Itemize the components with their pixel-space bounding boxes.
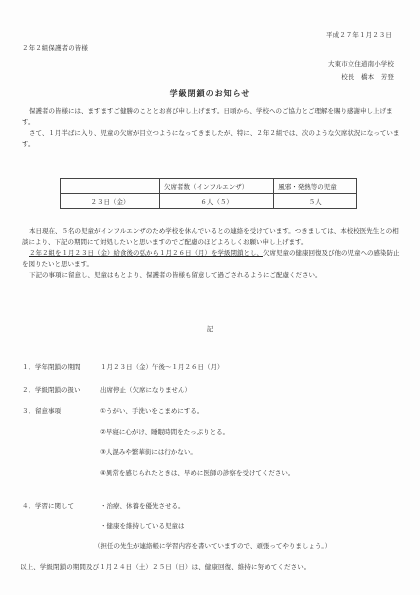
item-4-point-3: （担任の先生が連絡帳に学習内容を書いていますので、頑張ってやりましょう。） <box>94 542 332 550</box>
table-header-cell <box>61 179 160 194</box>
item-4-point-2: ・健康を維持している児童は <box>100 522 185 530</box>
item-4-label: ４．学習に関して <box>22 502 74 510</box>
body-section <box>22 226 400 281</box>
closure-period-underlined: ２年２組を１月２３日（金）給食後の弘から１月２６日（月）を学級閉鎖とし、 <box>29 249 263 257</box>
item-3-point-3: ③人混みや繁華街には行かない。 <box>100 448 197 456</box>
item-2-value: 出席停止（欠席になりません） <box>100 386 191 394</box>
intro-paragraph-2: さて、１月半ばに入り、児童の欠席が目立つようになってきましたが、特に、２年２組では、次のような欠席状況になっています。 <box>22 129 400 148</box>
ki-heading: 記 <box>206 325 214 333</box>
closure-period-rest: 欠席児童の健康回復及び他の児童への感染防止を図りたいと思います。 <box>22 249 400 268</box>
table-row <box>61 194 357 209</box>
table-header-cell: 欠席者数（インフルエンザ） <box>160 179 274 194</box>
recipient-line: ２年２組保護者の皆様 <box>22 44 88 52</box>
table-cell: ５人 <box>274 194 357 209</box>
page-title: 学級閉鎖のお知らせ <box>169 89 251 98</box>
table-header-row <box>61 179 357 194</box>
table-cell: ２３日（金） <box>61 194 160 209</box>
item-1-value: １月２３日（金）午後〜１月２６日（月） <box>100 363 224 371</box>
item-4-point-1: ・治療、休養を優先させる。 <box>100 502 185 510</box>
body-paragraph-5: 下記の事項に留意し、児童はもとより、保護者の皆様も留意して過ごされるようにご配慮ください。 <box>29 271 322 279</box>
item-3-point-1: ①うがい、手洗いをこまめにする。 <box>100 407 204 415</box>
item-2-label: ２．学級閉鎖の扱い <box>22 386 81 394</box>
item-3-label: ３．留意事項 <box>22 407 61 415</box>
absence-table <box>60 178 357 209</box>
document-date: 平成２７年１月２３日 <box>326 31 392 39</box>
intro-paragraph-1: 保護者の皆様には、ますますご健勝のこととお喜び申し上げます。日頃から、学校へのご協力とご理解を賜り感謝申し上げます。 <box>22 107 393 126</box>
body-paragraph-4 <box>22 248 400 270</box>
principal-name: 校長 橋本 芳登 <box>341 73 394 81</box>
item-1-label: １．学年閉鎖の期間 <box>22 363 81 371</box>
item-3-point-2: ②早寝に心がけ、睡眠時間をたっぷりとる。 <box>100 428 230 436</box>
table-header-cell: 風邪・発熱等の児童 <box>274 179 357 194</box>
school-name: 大東市立住道南小学校 <box>328 60 394 68</box>
item-3-point-4: ④異常を感じられたときは、早めに医師の診察を受けてください。 <box>100 469 295 477</box>
footer-note: 以上、学級閉鎖の期間及び１月２４日（土）２５日（日）は、健康回復、維持に努めてください。 <box>20 563 311 571</box>
table-cell: ６人（５） <box>160 194 274 209</box>
intro-section <box>22 106 400 150</box>
body-paragraph-3: 本日現在、５名の児童がインフルエンザのため学校を休んでいるとの連絡を受けています。つきましては、本校校医先生との相談により、下記の期間にて対処したいと思いますのでご配慮のほどよろしくお願い申し上げます。 <box>22 227 399 246</box>
